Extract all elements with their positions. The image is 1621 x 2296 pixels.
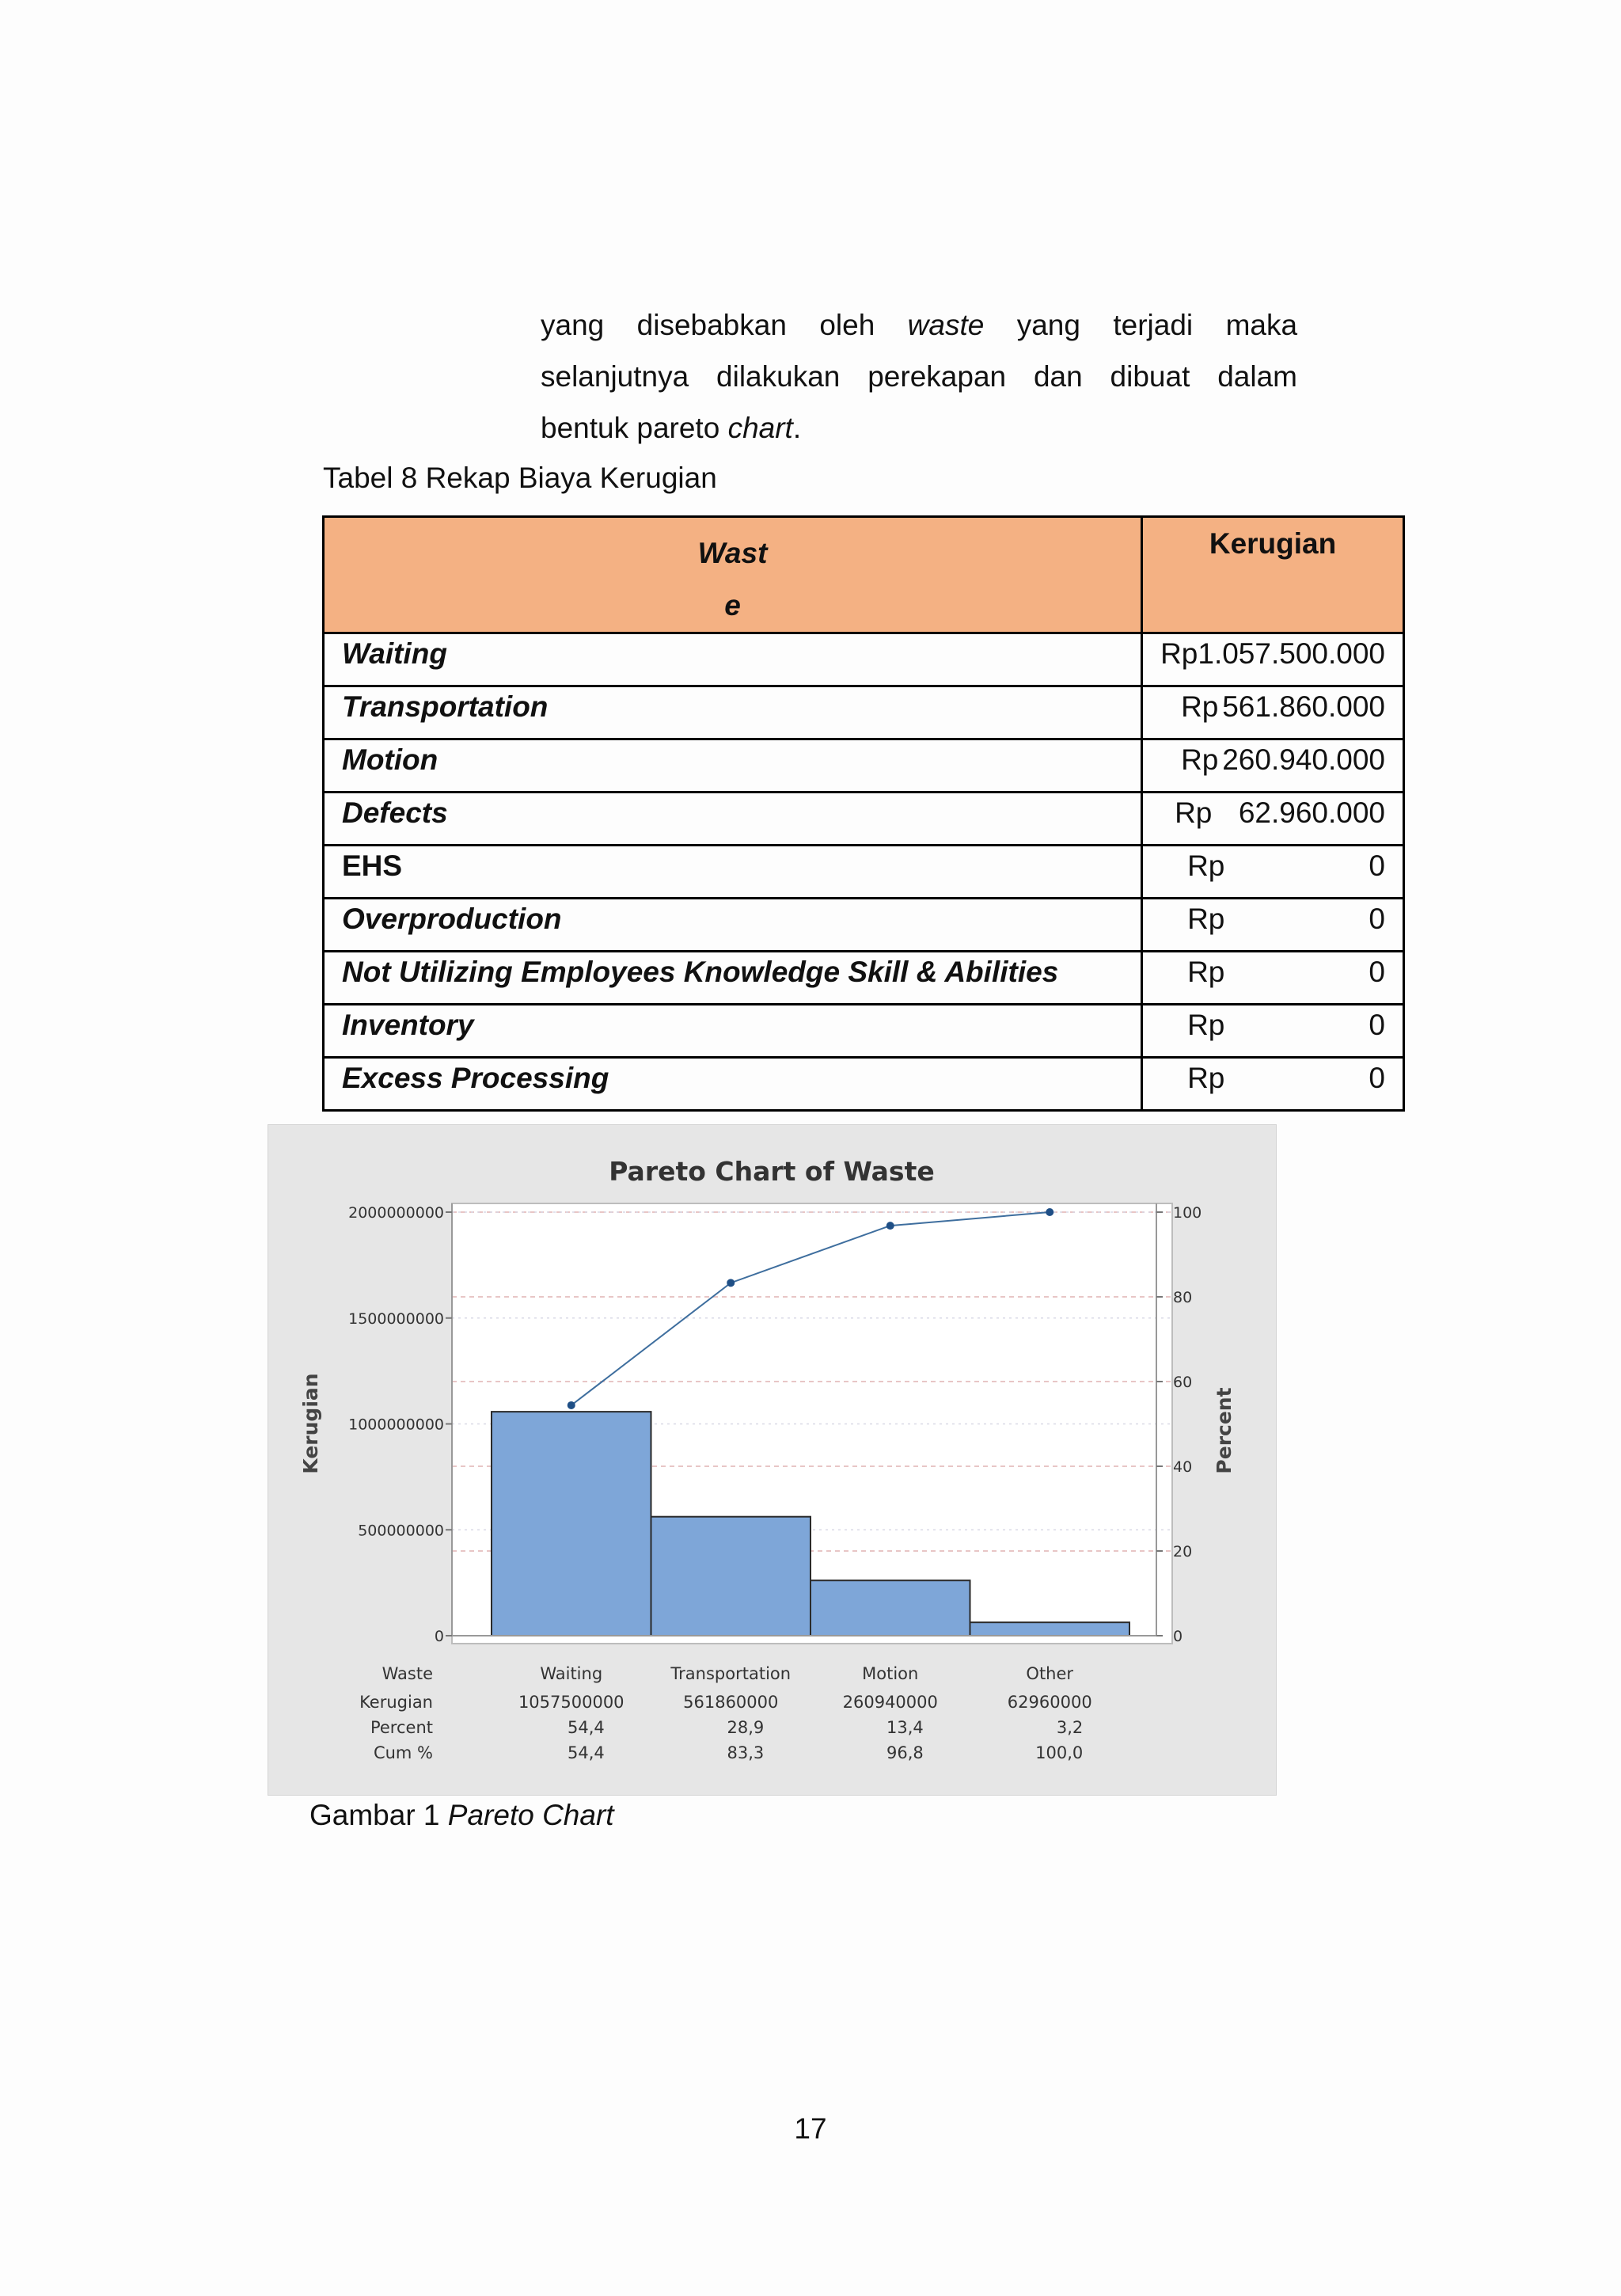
header-waste-line1: Wast <box>697 537 768 569</box>
y-right-tick-label: 60 <box>1173 1374 1193 1391</box>
loss-table <box>322 515 1405 1112</box>
waste-name: Motion <box>324 739 1142 793</box>
waste-name: Overproduction <box>324 899 1142 952</box>
cumulative-point <box>568 1401 575 1409</box>
y-right-tick-label: 100 <box>1173 1204 1202 1222</box>
paragraph-line-2: selanjutnya dilakukan perekapan dan dibuat dalam <box>541 360 1297 393</box>
word: yang <box>1016 309 1080 341</box>
loss-value <box>1142 846 1404 899</box>
table-cell: 83,3 <box>727 1743 765 1762</box>
loss-value <box>1142 899 1404 952</box>
word: yang <box>541 309 605 341</box>
waste-name: Transportation <box>324 686 1142 739</box>
figure-caption <box>309 1799 614 1832</box>
loss-value <box>1142 686 1404 739</box>
word: maka <box>1225 309 1298 341</box>
table-row <box>324 793 1404 846</box>
bar <box>651 1517 811 1636</box>
table-cell: Waiting <box>540 1664 603 1683</box>
loss-value-wrap <box>1160 637 1385 671</box>
currency: Rp <box>1160 637 1198 670</box>
currency: Rp <box>1181 690 1219 723</box>
loss-value-wrap <box>1160 1009 1385 1042</box>
chart-title: Pareto Chart of Waste <box>609 1156 935 1187</box>
y-tick-label: 500000000 <box>358 1522 444 1540</box>
amount: 561.860.000 <box>1222 690 1385 723</box>
currency: Rp <box>1181 743 1219 776</box>
currency: Rp <box>1187 850 1225 882</box>
bar <box>810 1580 970 1636</box>
pareto-chart-svg <box>268 1125 1276 1795</box>
page-number: 17 <box>794 2112 827 2145</box>
y-tick-label: 2000000000 <box>348 1204 444 1222</box>
figure-caption-text: Gambar 1 <box>309 1799 448 1831</box>
paragraph-line-1 <box>541 299 1297 351</box>
table-cell: 54,4 <box>567 1718 605 1737</box>
amount: 0 <box>1369 903 1385 935</box>
bar <box>492 1412 651 1636</box>
table-cell: 260940000 <box>842 1693 938 1712</box>
table-cell: Transportation <box>670 1664 792 1683</box>
y-right-tick-label: 40 <box>1173 1458 1193 1476</box>
waste-name: EHS <box>324 846 1142 899</box>
table-cell: 62960000 <box>1007 1693 1092 1712</box>
loss-value-wrap <box>1160 956 1385 989</box>
table-row <box>324 633 1404 686</box>
figure-caption-italic: Pareto Chart <box>447 1799 614 1831</box>
waste-name: Not Utilizing Employees Knowledge Skill & Abilities <box>324 952 1142 1005</box>
table-row-label: Percent <box>370 1718 433 1737</box>
table-row <box>324 739 1404 793</box>
table-row-label: Cum % <box>373 1743 433 1762</box>
loss-value-wrap <box>1160 690 1385 724</box>
text: bentuk pareto <box>541 412 728 444</box>
amount: 0 <box>1369 1009 1385 1041</box>
table-cell: 54,4 <box>567 1743 605 1762</box>
table-row <box>324 1005 1404 1058</box>
currency: Rp <box>1187 1009 1225 1041</box>
y-right-tick-label: 20 <box>1173 1543 1193 1560</box>
waste-name: Inventory <box>324 1005 1142 1058</box>
bar <box>970 1622 1130 1636</box>
table-cell: 3,2 <box>1056 1718 1084 1737</box>
word-italic: waste <box>907 309 985 341</box>
text-italic: chart <box>727 412 793 444</box>
loss-value <box>1142 952 1404 1005</box>
table-row <box>324 1058 1404 1111</box>
loss-value-wrap <box>1160 903 1385 936</box>
y-tick-label: 1500000000 <box>348 1310 444 1328</box>
amount: 62.960.000 <box>1238 796 1385 829</box>
word: disebabkan <box>636 309 787 341</box>
text: . <box>792 412 802 444</box>
table-row <box>324 952 1404 1005</box>
amount: 0 <box>1369 956 1385 988</box>
table-row-label: Kerugian <box>359 1693 433 1712</box>
table-header-row <box>324 517 1404 633</box>
cumulative-point <box>727 1279 735 1287</box>
waste-name: Waiting <box>324 633 1142 686</box>
table-caption: Tabel 8 Rekap Biaya Kerugian <box>323 462 717 494</box>
amount: 1.057.500.000 <box>1198 637 1385 670</box>
loss-value <box>1142 633 1404 686</box>
word: terjadi <box>1113 309 1194 341</box>
table-row <box>324 899 1404 952</box>
currency: Rp <box>1175 796 1213 829</box>
amount: 260.940.000 <box>1222 743 1385 776</box>
table-cell: 28,9 <box>727 1718 765 1737</box>
header-loss: Kerugian <box>1142 517 1404 633</box>
table-cell: Other <box>1026 1664 1074 1683</box>
loss-value <box>1142 1058 1404 1111</box>
y-tick-label: 1000000000 <box>348 1416 444 1434</box>
y-right-tick-label: 80 <box>1173 1289 1193 1306</box>
loss-value <box>1142 793 1404 846</box>
currency: Rp <box>1187 956 1225 988</box>
table-cell: 96,8 <box>886 1743 924 1762</box>
waste-name: Excess Processing <box>324 1058 1142 1111</box>
loss-value-wrap <box>1160 1062 1385 1095</box>
paragraph-line-3 <box>541 402 1297 454</box>
currency: Rp <box>1187 1062 1225 1094</box>
y-axis-right-label: Percent <box>1213 1387 1236 1474</box>
currency: Rp <box>1187 903 1225 935</box>
cumulative-point <box>886 1222 894 1230</box>
cumulative-point <box>1046 1208 1053 1216</box>
pareto-chart <box>268 1124 1277 1796</box>
table-row <box>324 686 1404 739</box>
loss-value-wrap <box>1160 850 1385 883</box>
y-tick-label: 0 <box>434 1628 444 1645</box>
table-cell: 1057500000 <box>518 1693 624 1712</box>
word: oleh <box>819 309 875 341</box>
y-right-tick-label: 0 <box>1173 1628 1183 1645</box>
table-cell: 561860000 <box>683 1693 779 1712</box>
table-row <box>324 846 1404 899</box>
body-paragraph <box>541 299 1297 454</box>
table-cell: 100,0 <box>1035 1743 1084 1762</box>
table-row-label: Waste <box>382 1664 433 1683</box>
waste-name: Defects <box>324 793 1142 846</box>
loss-value-wrap <box>1160 743 1385 777</box>
y-axis-label: Kerugian <box>299 1373 322 1474</box>
amount: 0 <box>1369 850 1385 882</box>
loss-value <box>1142 1005 1404 1058</box>
amount: 0 <box>1369 1062 1385 1094</box>
header-waste-line2: e <box>724 589 741 622</box>
header-waste <box>324 517 1142 633</box>
loss-value-wrap <box>1160 796 1385 830</box>
loss-value <box>1142 739 1404 793</box>
table-cell: 13,4 <box>886 1718 924 1737</box>
table-cell: Motion <box>862 1664 919 1683</box>
chart-data-table <box>359 1664 1092 1762</box>
